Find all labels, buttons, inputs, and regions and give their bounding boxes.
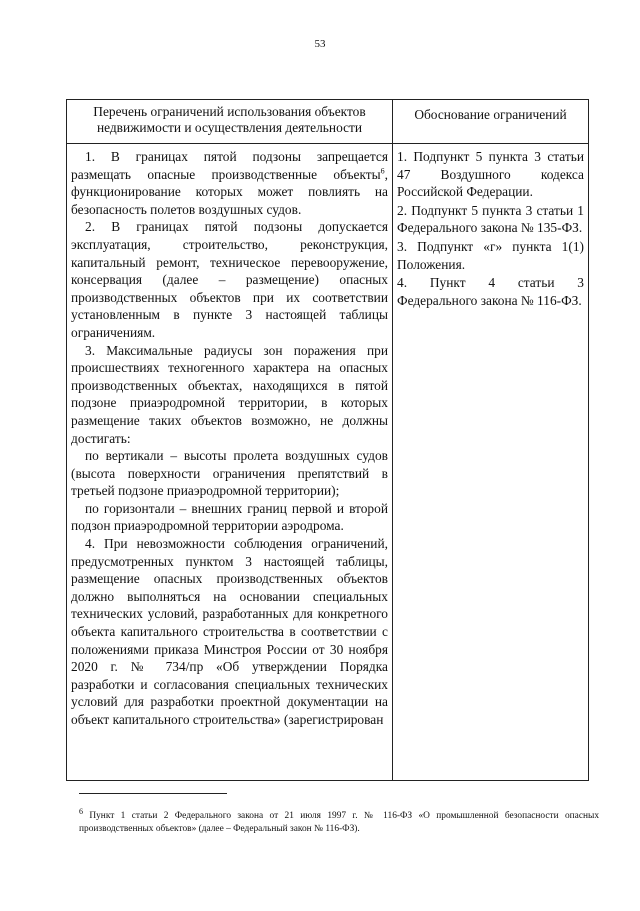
justification-item-1: 1. Подпункт 5 пункта 3 статьи 47 Воздушного кодекса Российской Федерации. <box>397 149 584 200</box>
restrictions-cell <box>67 144 393 781</box>
footnote-mark: 6 <box>79 806 83 816</box>
restriction-1-text-end: , функционирование которых может повлиять на безопасность полетов воздушных судов. <box>71 166 388 217</box>
header-justification: Обоснование ограничений <box>393 100 589 144</box>
table-header-row <box>67 100 589 144</box>
restriction-item-1 <box>71 148 388 218</box>
header-restrictions: Перечень ограничений использования объектов недвижимости и осуществления деятельности <box>67 100 393 144</box>
restriction-item-4: 4. При невозможности соблюдения ограничений, предусмотренных пунктом 3 настоящей таблицы, размещение опасных производственных объектов должно выполняться на основании специальных технических условий, разработанных для конкретного объекта капитального строительства в соответствии с положениями приказа Минстроя России от 30 ноября 2020 г. № 734/пр «Об утверждении Порядка разработки и согласования специальных технических условий для разработки проектной документации на объект капитального строительства» (зарегистрирован <box>71 536 388 727</box>
justification-item-3: 3. Подпункт «г» пункта 1(1) Положения. <box>397 238 584 272</box>
footnote <box>79 806 600 835</box>
justification-item-4: 4. Пункт 4 статьи 3 Федерального закона № 116-ФЗ. <box>397 275 584 308</box>
table-row <box>67 144 589 781</box>
restrictions-table <box>66 99 589 781</box>
justification-cell <box>393 144 589 781</box>
footnote-text: Пункт 1 статьи 2 Федерального закона от 21 июля 1997 г. № 116-ФЗ «О промышленной безопасности опасных производственных объектов» (далее – Федеральный закон № 116-ФЗ). <box>79 811 600 834</box>
restriction-item-3-horizontal: по горизонтали – внешних границ первой и второй подзон приаэродромной территории аэродрома. <box>71 500 388 534</box>
restriction-1-text: 1. В границах пятой подзоны запрещается размещать опасные производственные объекты <box>71 149 388 182</box>
justification-item-2: 2. Подпункт 5 пункта 3 статьи 1 Федерального закона № 135-ФЗ. <box>397 202 584 236</box>
page-number: 53 <box>314 38 326 50</box>
restriction-item-3: 3. Максимальные радиусы зон поражения при происшествиях техногенного характера на опасных производственных объектах, находящихся в пятой подзоне приаэродромной территории, в которых размещение таких объектов возможно, не должны достигать: <box>71 342 388 446</box>
footnote-ref: 6 <box>380 166 385 176</box>
restriction-item-3-vertical: по вертикали – высоты пролета воздушных судов (высота поверхности ограничения препятствий в третьей подзоне приаэродромной территории); <box>71 448 388 499</box>
footnote-divider <box>79 793 227 794</box>
restriction-item-2: 2. В границах пятой подзоны допускается эксплуатация, строительство, реконструкция, капитальный ремонт, техническое перевооружение, консервация (далее – размещение) опасных производственных объектов при их соответствии установленным в пункте 3 настоящей таблицы ограничениям. <box>71 219 388 340</box>
